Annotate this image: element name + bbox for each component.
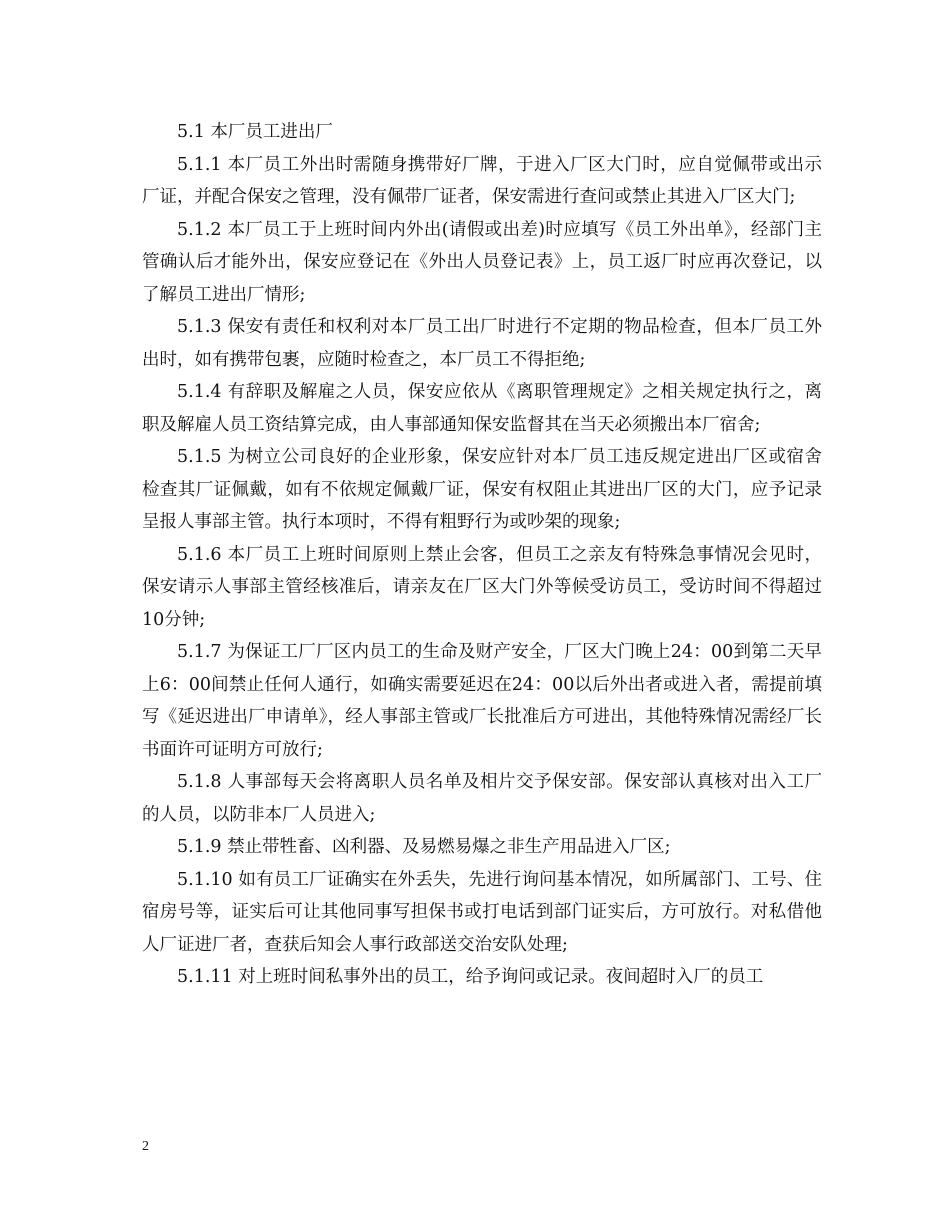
paragraph-5-1-4: 5.1.4 有辞职及解雇之人员，保安应依从《离职管理规定》之相关规定执行之，离职及解雇人员工资结算完成，由人事部通知保安监督其在当天必须搬出本厂宿舍; [142,382,822,435]
page-number: 2 [142,1139,149,1154]
paragraph-5-1-1: 5.1.1 本厂员工外出时需随身携带好厂牌，于进入厂区大门时，应自觉佩带或出示厂证，并配合保安之管理，没有佩带厂证者，保安需进行查问或禁止其进入厂区大门; [142,154,822,207]
document-body [142,116,822,994]
paragraph-5-1-10: 5.1.10 如有员工厂证确实在外丢失，先进行询问基本情况，如所属部门、工号、住宿房号等，证实后可让其他同事写担保书或打电话到部门证实后，方可放行。对私借他人厂证进厂者，查获后知会人事行政部送交治安队处理; [142,869,822,955]
paragraph-5-1-7: 5.1.7 为保证工厂厂区内员工的生命及财产安全，厂区大门晚上24：00到第二天早上6：00间禁止任何人通行，如确实需要延迟在24：00以后外出者或进入者，需提前填写《延迟进出厂申请单》，经人事部主管或厂长批准后方可进出，其他特殊情况需经厂长书面许可证明方可放行; [142,642,822,760]
paragraph-5-1-8: 5.1.8 人事部每天会将离职人员名单及相片交予保安部。保安部认真核对出入工厂的人员，以防非本厂人员进入; [142,772,822,825]
paragraph-5-1-3: 5.1.3 保安有责任和权利对本厂员工出厂时进行不定期的物品检查，但本厂员工外出时，如有携带包裹，应随时检查之，本厂员工不得拒绝; [142,317,822,370]
paragraph-5-1-11: 5.1.11 对上班时间私事外出的员工，给予询问或记录。夜间超时入厂的员工 [177,967,764,987]
paragraph-5-1-9: 5.1.9 禁止带牲畜、凶利器、及易燃易爆之非生产用品进入厂区; [177,837,671,857]
paragraph-5-1-6: 5.1.6 本厂员工上班时间原则上禁止会客，但员工之亲友有特殊急事情况会见时，保安请示人事部主管经核准后，请亲友在厂区大门外等候受访员工，受访时间不得超过10分钟; [142,544,822,630]
paragraph-5-1-2: 5.1.2 本厂员工于上班时间内外出(请假或出差)时应填写《员工外出单》，经部门主管确认后才能外出，保安应登记在《外出人员登记表》上，员工返厂时应再次登记，以了解员工进出厂情形; [142,219,822,305]
section-heading: 5.1 本厂员工进出厂 [177,122,333,142]
paragraph-5-1-5: 5.1.5 为树立公司良好的企业形象，保安应针对本厂员工违反规定进出厂区或宿舍检查其厂证佩戴，如有不依规定佩戴厂证，保安有权阻止其进出厂区的大门，应予记录呈报人事部主管。执行本项时，不得有粗野行为或吵架的现象; [142,447,822,532]
